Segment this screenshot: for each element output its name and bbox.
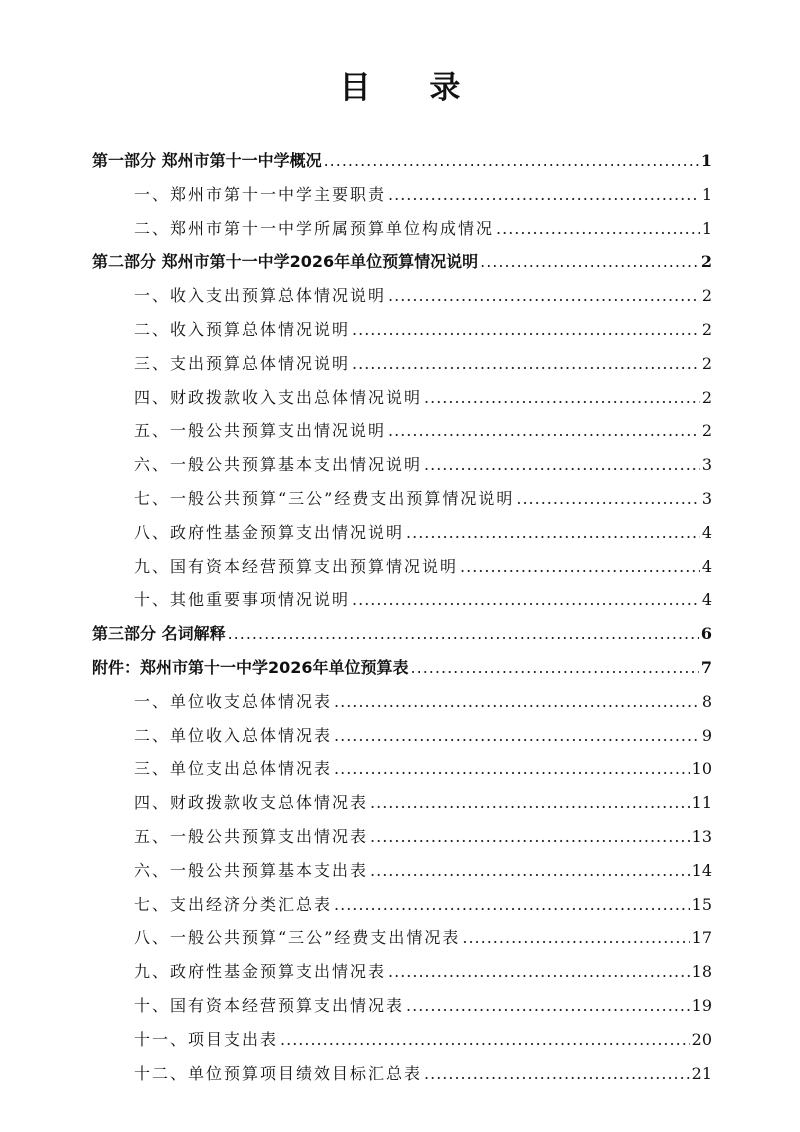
toc-dot-leader (388, 279, 700, 313)
toc-subsection-entry[interactable] (92, 820, 712, 854)
toc-page-number: 10 (691, 759, 712, 779)
toc-subsection-entry[interactable] (92, 550, 712, 584)
page-title: 目 录 (339, 70, 485, 106)
toc-page-number: 15 (691, 894, 712, 914)
toc-page-number: 4 (701, 590, 712, 610)
toc-page-number: 6 (700, 624, 712, 644)
toc-dot-leader (424, 381, 700, 415)
toc-subsection-entry[interactable] (92, 482, 712, 516)
toc-subsection-entry[interactable] (92, 178, 712, 212)
toc-page-number: 3 (701, 488, 712, 508)
toc-dot-leader (406, 516, 700, 550)
toc-subsection-entry[interactable] (92, 448, 712, 482)
toc-dot-leader (352, 583, 700, 617)
toc-entry-title: 十、国有资本经营预算支出情况表 (134, 995, 405, 1015)
toc-entry-title: 七、支出经济分类汇总表 (134, 894, 333, 914)
toc-subsection-entry[interactable] (92, 212, 712, 246)
toc-entry-title: 二、郑州市第十一中学所属预算单位构成情况 (134, 218, 495, 238)
toc-dot-leader (388, 414, 700, 448)
toc-dot-leader (228, 617, 699, 651)
toc-subsection-entry[interactable] (92, 1023, 712, 1057)
toc-dot-leader (411, 651, 699, 685)
toc-entry-title: 第三部分 名词解释 (92, 624, 226, 644)
toc-subsection-entry[interactable] (92, 921, 712, 955)
toc-entry-title: 六、一般公共预算基本支出表 (134, 860, 369, 880)
toc-entry-title: 二、收入预算总体情况说明 (134, 319, 351, 339)
toc-subsection-entry[interactable] (92, 1057, 712, 1091)
toc-page-number: 2 (701, 421, 712, 441)
toc-entry-title: 九、国有资本经营预算支出预算情况说明 (134, 556, 459, 576)
toc-dot-leader (480, 245, 699, 279)
toc-entry-title: 第二部分 郑州市第十一中学2026年单位预算情况说明 (92, 252, 479, 272)
toc-entry-title: 四、财政拨款收支总体情况表 (134, 793, 369, 813)
toc-entry-title: 二、单位收入总体情况表 (134, 725, 333, 745)
toc-dot-leader (460, 550, 700, 584)
toc-subsection-entry[interactable] (92, 685, 712, 719)
toc-dot-leader (324, 144, 699, 178)
toc-dot-leader (496, 212, 700, 246)
toc-entry-title: 一、单位收支总体情况表 (134, 691, 333, 711)
toc-subsection-entry[interactable] (92, 888, 712, 922)
toc-subsection-entry[interactable] (92, 583, 712, 617)
toc-page-number: 1 (701, 218, 712, 238)
toc-page-number: 2 (701, 387, 712, 407)
toc-entry-title: 一、收入支出预算总体情况说明 (134, 286, 387, 306)
toc-dot-leader (424, 1057, 690, 1091)
toc-subsection-entry[interactable] (92, 381, 712, 415)
toc-entry-title: 八、政府性基金预算支出情况说明 (134, 522, 405, 542)
toc-dot-leader (280, 1023, 690, 1057)
toc-dot-leader (370, 854, 690, 888)
toc-entry-title: 第一部分 郑州市第十一中学概况 (92, 151, 322, 170)
toc-subsection-entry[interactable] (92, 719, 712, 753)
toc-subsection-entry[interactable] (92, 955, 712, 989)
toc-dot-leader (370, 786, 690, 820)
toc-dot-leader (370, 820, 690, 854)
toc-dot-leader (334, 685, 700, 719)
toc-dot-leader (334, 752, 690, 786)
toc-entry-title: 十二、单位预算项目绩效目标汇总表 (134, 1063, 423, 1083)
toc-subsection-entry[interactable] (92, 854, 712, 888)
toc-page-number: 20 (691, 1029, 712, 1049)
toc-entry-title: 十一、项目支出表 (134, 1029, 279, 1049)
toc-dot-leader (406, 989, 690, 1023)
toc-page-number: 8 (701, 691, 712, 711)
toc-entry-title: 四、财政拨款收入支出总体情况说明 (134, 387, 423, 407)
toc-dot-leader (462, 921, 689, 955)
toc-dot-leader (424, 448, 700, 482)
toc-page-number: 2 (701, 353, 712, 373)
toc-subsection-entry[interactable] (92, 347, 712, 381)
toc-page-number: 18 (691, 962, 712, 982)
toc-dot-leader (352, 347, 700, 381)
toc-entry-title: 十、其他重要事项情况说明 (134, 590, 351, 610)
toc-page-number: 19 (691, 995, 712, 1015)
toc-page-number: 1 (700, 151, 712, 170)
toc-section-entry[interactable] (92, 245, 712, 279)
toc-page-number: 2 (700, 252, 712, 272)
toc-dot-leader (388, 178, 700, 212)
toc-page-number: 2 (701, 319, 712, 339)
toc-subsection-entry[interactable] (92, 989, 712, 1023)
toc-dot-leader (352, 313, 700, 347)
toc-page-number: 17 (691, 928, 712, 948)
toc-section-entry[interactable] (92, 144, 712, 178)
toc-entry-title: 三、单位支出总体情况表 (134, 759, 333, 779)
toc-section-entry[interactable] (92, 617, 712, 651)
toc-dot-leader (334, 719, 700, 753)
toc-page-number: 4 (701, 556, 712, 576)
toc-entry-title: 五、一般公共预算支出情况表 (134, 826, 369, 846)
toc-page-number: 13 (691, 826, 712, 846)
toc-page-number: 4 (701, 522, 712, 542)
toc-dot-leader (516, 482, 699, 516)
toc-page-number: 11 (691, 793, 712, 813)
toc-page-number: 1 (701, 184, 712, 204)
toc-dot-leader (334, 888, 690, 922)
toc-page-number: 9 (701, 725, 712, 745)
toc-entry-title: 八、一般公共预算“三公”经费支出情况表 (134, 928, 461, 948)
toc-page-number: 3 (701, 455, 712, 475)
toc-subsection-entry[interactable] (92, 279, 712, 313)
toc-subsection-entry[interactable] (92, 313, 712, 347)
toc-entry-title: 七、一般公共预算“三公”经费支出预算情况说明 (134, 488, 515, 508)
table-of-contents (92, 144, 712, 1090)
toc-entry-title: 三、支出预算总体情况说明 (134, 353, 351, 373)
toc-entry-title: 五、一般公共预算支出情况说明 (134, 421, 387, 441)
toc-entry-title: 附件：郑州市第十一中学2026年单位预算表 (92, 657, 409, 677)
toc-entry-title: 六、一般公共预算基本支出情况说明 (134, 455, 423, 475)
toc-dot-leader (388, 955, 690, 989)
toc-subsection-entry[interactable] (92, 414, 712, 448)
toc-page-number: 21 (691, 1063, 712, 1083)
toc-subsection-entry[interactable] (92, 786, 712, 820)
toc-subsection-entry[interactable] (92, 516, 712, 550)
toc-section-entry[interactable] (92, 651, 712, 685)
toc-subsection-entry[interactable] (92, 752, 712, 786)
toc-entry-title: 九、政府性基金预算支出情况表 (134, 962, 387, 982)
toc-entry-title: 一、郑州市第十一中学主要职责 (134, 184, 387, 204)
toc-page-number: 2 (701, 286, 712, 306)
toc-page-number: 7 (700, 657, 712, 677)
toc-page-number: 14 (691, 860, 712, 880)
